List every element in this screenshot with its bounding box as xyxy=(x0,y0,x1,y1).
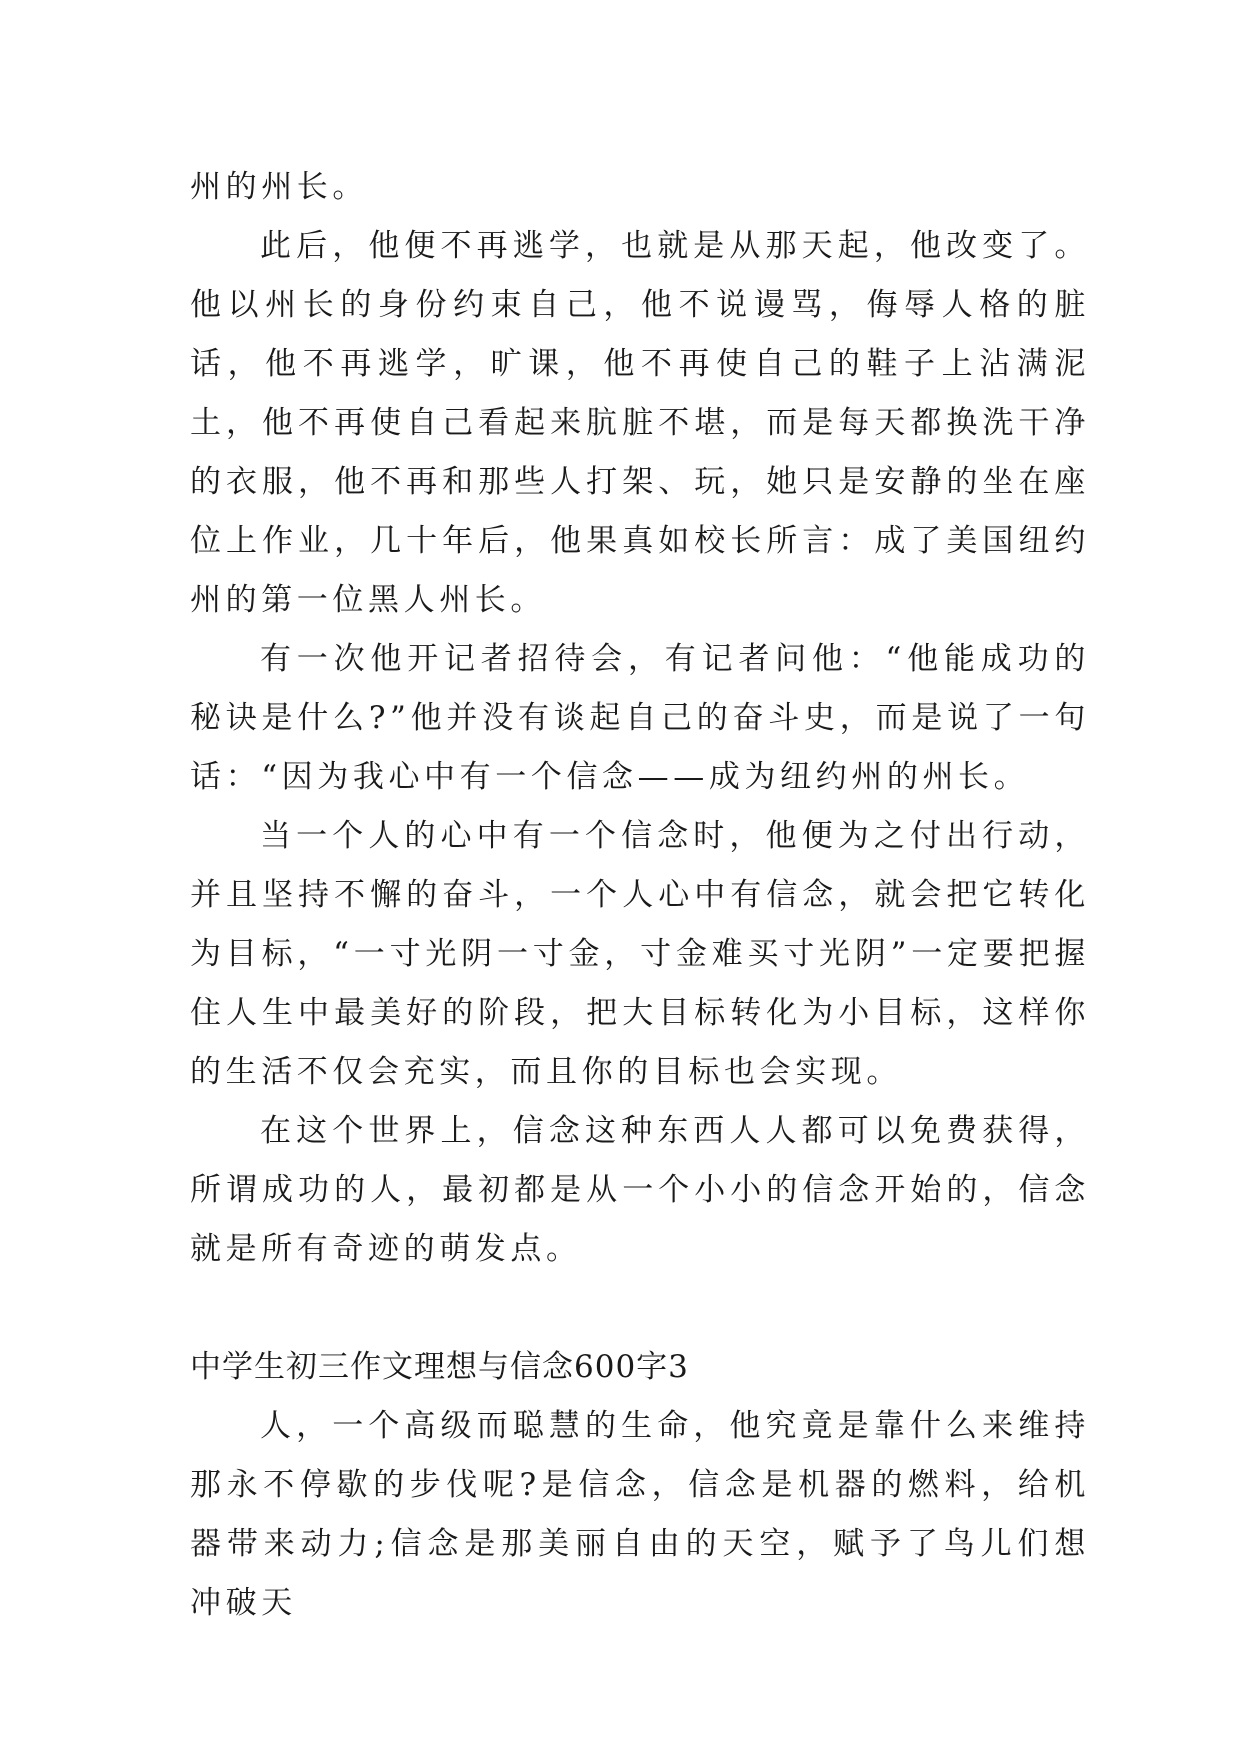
paragraph-belief-miracle: 在这个世界上，信念这种东西人人都可以免费获得，所谓成功的人，最初都是从一个小小的信念开始的，信念就是所有奇迹的萌发点。 xyxy=(190,1113,1090,1267)
paragraph-belief-action: 当一个人的心中有一个信念时，他便为之付出行动，并且坚持不懈的奋斗，一个人心中有信念，就会把它转化为目标，“一寸光阴一寸金，寸金难买寸光阴”一定要把握住人生中最美好的阶段，把大目标转化为小目标，这样你的生活不仅会充实，而且你的目标也会实现。 xyxy=(190,818,1090,1090)
document-body xyxy=(190,158,1090,1633)
paragraph-press-conference: 有一次他开记者招待会，有记者问他：“他能成功的秘诀是什么?”他并没有谈起自己的奋斗史，而是说了一句话：“因为我心中有一个信念——成为纽约州的州长。 xyxy=(190,641,1090,795)
paragraph-essay-three-intro: 人，一个高级而聪慧的生命，他究竟是靠什么来维持那永不停歇的步伐呢?是信念，信念是机器的燃料，给机器带来动力;信念是那美丽自由的天空，赋予了鸟儿们想冲破天 xyxy=(190,1408,1090,1621)
paragraph-continuation: 州的州长。 xyxy=(190,169,368,205)
paragraph-change: 此后，他便不再逃学，也就是从那天起，他改变了。他以州长的身份约束自己，他不说谩骂，侮辱人格的脏话，他不再逃学，旷课，他不再使自己的鞋子上沾满泥土，他不再使自己看起来肮脏不堪，而是每天都换洗干净的衣服，他不再和那些人打架、玩，她只是安静的坐在座位上作业，几十年后，他果真如校长所言：成了美国纽约州的第一位黑人州长。 xyxy=(190,228,1090,618)
essay-heading: 中学生初三作文理想与信念600字3 xyxy=(190,1349,689,1385)
